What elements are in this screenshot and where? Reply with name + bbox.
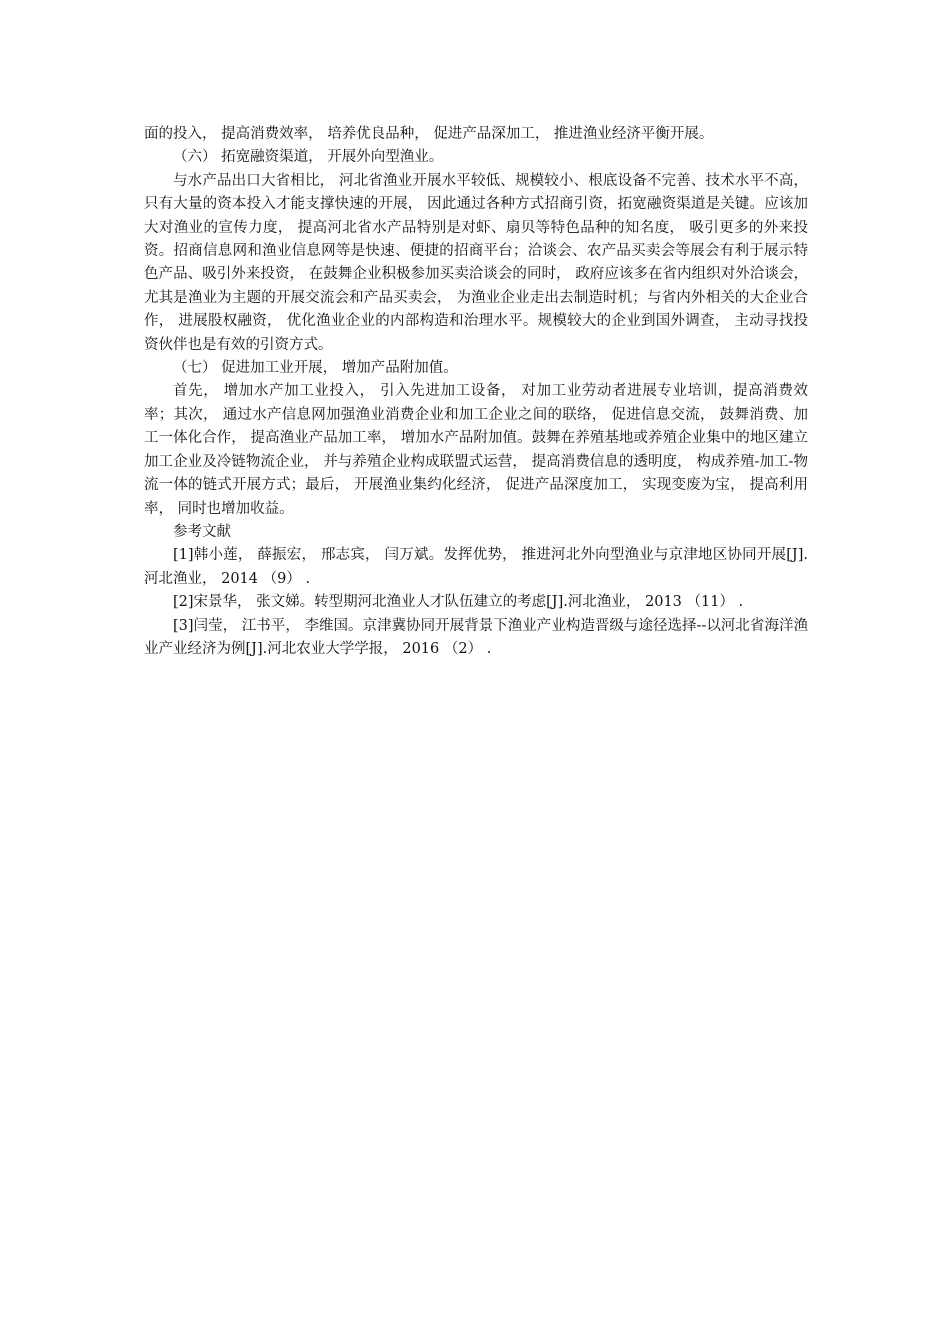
references-heading: 参考文献 xyxy=(173,523,231,540)
paragraph-continuation: 面的投入， 提高消费效率， 培养优良品种， 促进产品深加工， 推进渔业经济平衡开展。 xyxy=(144,126,714,142)
reference-item-3: [3]闫莹， 江书平， 李维国。京津冀协同开展背景下渔业产业构造晋级与途径选择--以河北省海洋渔业产业经济为例[J].河北农业大学学报， 2016 （2） . xyxy=(144,617,808,657)
section-heading-7: （七） 促进加工业开展， 增加产品附加值。 xyxy=(173,360,458,377)
section-heading-6: （六） 拓宽融资渠道， 开展外向型渔业。 xyxy=(173,149,444,166)
paragraph-processing: 首先， 增加水产加工业投入， 引入先进加工设备， 对加工业劳动者进展专业培训，提高消费效率；其次， 通过水产信息网加强渔业消费企业和加工企业之间的联络， 促进信息交流， 鼓舞消费、加工一体化合作， 提高渔业产品加工率， 增加水产品附加值。鼓舞在养殖基地或养殖企业集中的地区建立加工企业及冷链物流企业， 并与养殖企业构成联盟式运营， 提高消费信息的透明度， 构成养殖-加工-物流一体的链式开展方式；最后， 开展渔业集约化经济， 促进产品深度加工， 实现变废为宝， 提高利用率， 同时也增加收益。 xyxy=(144,383,808,517)
document-page xyxy=(144,123,808,661)
paragraph-financing: 与水产品出口大省相比， 河北省渔业开展水平较低、规模较小、根底设备不完善、技术水平不高， 只有大量的资本投入才能支撑快速的开展， 因此通过各种方式招商引资，拓宽融资渠道是关键。应该加大对渔业的宣传力度， 提高河北省水产品特别是对虾、扇贝等特色品种的知名度， 吸引更多的外来投资。招商信息网和渔业信息网等是快速、便捷的招商平台；洽谈会、农产品买卖会等展会有利于展示特色产品、吸引外来投资， 在鼓舞企业积极参加买卖洽谈会的同时， 政府应该多在省内组织对外洽谈会， 尤其是渔业为主题的开展交流会和产品买卖会， 为渔业企业走出去制造时机；与省内外相关的大企业合作， 进展股权融资， 优化渔业企业的内部构造和治理水平。规模较大的企业到国外调查， 主动寻找投资伙伴也是有效的引资方式。 xyxy=(144,172,808,353)
reference-item-1: [1]韩小莲， 薛振宏， 邢志宾， 闫万斌。发挥优势， 推进河北外向型渔业与京津地区协同开展[J].河北渔业， 2014 （9） . xyxy=(144,547,808,587)
reference-item-2: [2]宋景华， 张文娣。转型期河北渔业人才队伍建立的考虑[J].河北渔业， 2013 （11） . xyxy=(173,594,744,611)
